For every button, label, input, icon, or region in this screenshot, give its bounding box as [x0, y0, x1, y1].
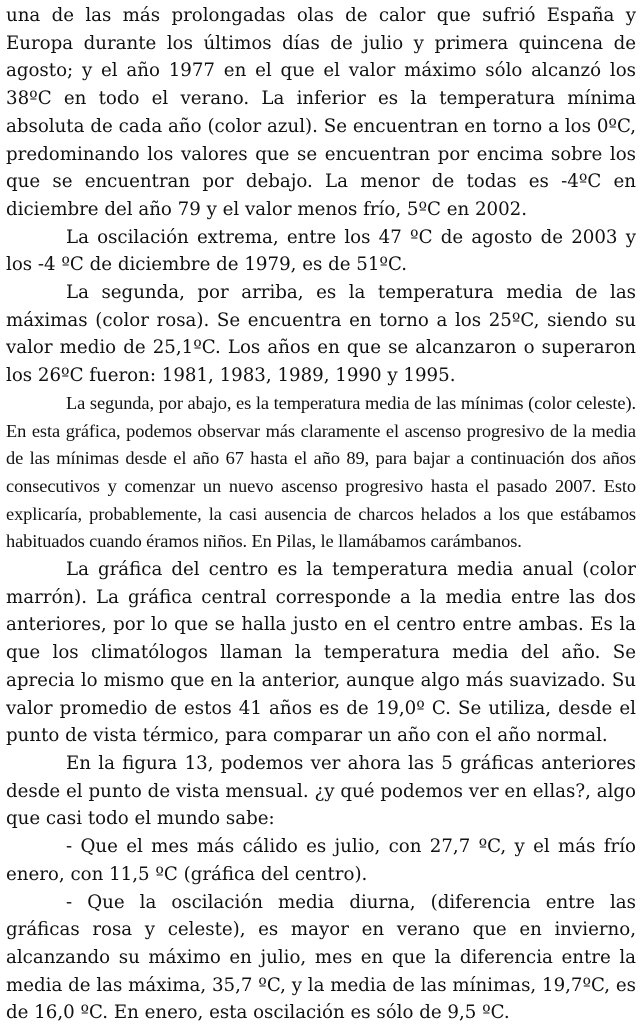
bullet-warmest-month: - Que el mes más cálido es julio, con 27,7 ºC, y el más frío enero, con 11,5 ºC (gráfica del centro). — [6, 833, 636, 888]
paragraph-extreme-oscillation: La oscilación extrema, entre los 47 ºC de agosto de 2003 y los -4 ºC de diciembre de 1979, es de 51ºC. — [6, 224, 636, 279]
paragraph-annual-mean: La gráfica del centro es la temperatura media anual (color marrón). La gráfica central corresponde a la media entre las dos anteriores, por lo que se halla justo en el centro entre ambas. Es la que los climatólogos llaman la temperatura media del año. Se aprecia lo mismo que en la anterior, aunque algo más suavizado. Su valor promedio de estos 41 años es de 19,0º C. Se utiliza, desde el punto de vista térmico, para comparar un año con el año normal. — [6, 556, 636, 750]
paragraph-mean-minimum: La segunda, por abajo, es la temperatura media de las mínimas (color celeste). En esta gráfica, podemos observar más claramente el ascenso progresivo de la media de las mínimas desde el año 67 hasta el año 89, para bajar a continuación dos años consecutivos y comenzar un nuevo ascenso progresivo hasta el pasado 2007. Esto explicaría, probablemente, la casi ausencia de charcos helados a los que estábamos habituados cuando éramos niños. En Pilas, le llamábamos carámbanos. — [6, 390, 636, 556]
bullet-daily-oscillation: - Que la oscilación media diurna, (diferencia entre las gráficas rosa y celeste), es mayor en verano que en invierno, alcanzando su máximo en julio, mes en que la diferencia entre la media de las máxima, 35,7 ºC, y la media de las mínimas, 19,7ºC, es de 16,0 ºC. En enero, esta oscilación es sólo de 9,5 ºC. — [6, 889, 636, 1027]
paragraph-mean-maximum: La segunda, por arriba, es la temperatura media de las máximas (color rosa). Se encuentra en torno a los 25ºC, siendo su valor medio de 25,1ºC. Los años en que se alcanzaron o superaron los 26ºC fueron: 1981, 1983, 1989, 1990 y 1995. — [6, 279, 636, 390]
paragraph-figure-13: En la figura 13, podemos ver ahora las 5 gráficas anteriores desde el punto de vista mensual. ¿y qué podemos ver en ellas?, algo que casi todo el mundo sabe: — [6, 750, 636, 833]
paragraph-continuation: una de las más prolongadas olas de calor que sufrió España y Europa durante los últimos días de julio y primera quincena de agosto; y el año 1977 en el que el valor máximo sólo alcanzó los 38ºC en todo el verano. La inferior es la temperatura mínima absoluta de cada año (color azul). Se encuentran en torno a los 0ºC, predominando los valores que se encuentran por encima sobre los que se encuentran por debajo. La menor de todas es -4ºC en diciembre del año 79 y el valor menos frío, 5ºC en 2002. — [6, 2, 636, 224]
document-page — [6, 2, 636, 1027]
